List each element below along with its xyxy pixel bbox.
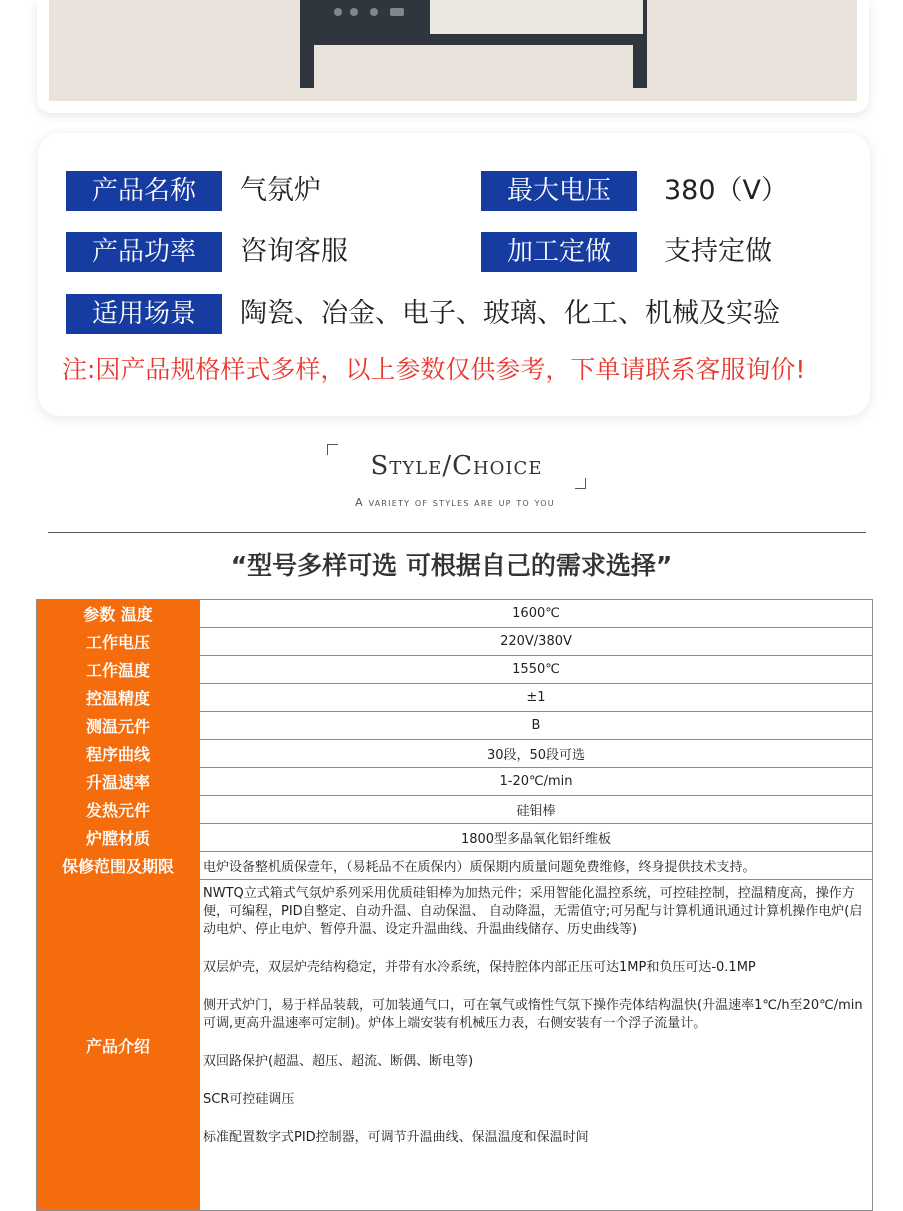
label-custom-made: 加工定做 xyxy=(481,232,637,272)
label-max-voltage: 最大电压 xyxy=(481,171,637,211)
intro-paragraph: 侧开式炉门，易于样品装载，可加装通气口，可在氧气或惰性气氛下操作壳体结构温快(升温速率1℃/h至20℃/min可调,更高升温速率可定制)。炉体上端安装有机械压力表，右侧安装有一个浮子流量计。 xyxy=(203,998,863,1031)
table-row xyxy=(37,852,873,880)
spec-key: 工作电压 xyxy=(37,628,200,656)
style-choice-subtitle: A variety of styles are up to you xyxy=(355,496,555,509)
spec-value: B xyxy=(200,712,873,740)
label-application: 适用场景 xyxy=(66,294,222,334)
table-row xyxy=(37,796,873,824)
knob-icon xyxy=(334,8,342,16)
section-heading: “型号多样可选 可根据自己的需求选择” xyxy=(230,551,673,580)
product-intro xyxy=(200,880,873,1211)
furnace-leg-right xyxy=(633,38,647,88)
spec-value: 30段，50段可选 xyxy=(200,740,873,768)
intro-paragraph: SCR可控硅调压 xyxy=(203,1092,295,1107)
table-row xyxy=(37,740,873,768)
divider xyxy=(48,532,866,533)
furnace-illustration xyxy=(300,0,647,88)
value-max-voltage: 380（V） xyxy=(664,175,789,206)
table-row xyxy=(37,628,873,656)
table-row xyxy=(37,656,873,684)
spec-key: 测温元件 xyxy=(37,712,200,740)
spec-value: 电炉设备整机质保壹年，（易耗品不在质保内）质保期内质量问题免费维修，终身提供技术支持。 xyxy=(200,852,873,880)
spec-key: 程序曲线 xyxy=(37,740,200,768)
label-product-power: 产品功率 xyxy=(66,232,222,272)
spec-value: ±1 xyxy=(200,684,873,712)
style-choice-title: Style/Choice xyxy=(370,451,543,481)
spec-value: 220V/380V xyxy=(200,628,873,656)
spec-key: 参数 温度 xyxy=(37,600,200,628)
spec-key: 工作温度 xyxy=(37,656,200,684)
intro-paragraph: 双层炉壳，双层炉壳结构稳定，并带有水冷系统，保持腔体内部正压可达1MP和负压可达-0.1MP xyxy=(203,960,756,975)
spec-key: 升温速率 xyxy=(37,768,200,796)
table-row xyxy=(37,684,873,712)
knob-icon xyxy=(350,8,358,16)
table-row xyxy=(37,712,873,740)
label-product-name: 产品名称 xyxy=(66,171,222,211)
top-band xyxy=(0,0,903,120)
switch-icon xyxy=(390,8,404,16)
table-row xyxy=(37,880,873,1211)
furnace-leg-left xyxy=(300,38,314,88)
intro-paragraph: NWTQ立式箱式气氛炉系列采用优质硅钼棒为加热元件；采用智能化温控系统，可控硅控制，控温精度高，操作方便，可编程，PID自整定、自动升温、自动保温、 自动降温，无需值守;可另配与计算机通讯通过计算机操作电炉(启动电炉、停止电炉、暂停升温、设定升温曲线、升温曲线储存、历史曲线等) xyxy=(203,886,863,937)
table-row xyxy=(37,768,873,796)
spec-key: 控温精度 xyxy=(37,684,200,712)
spec-value: 1-20℃/min xyxy=(200,768,873,796)
spec-key: 保修范围及期限 xyxy=(37,852,200,880)
title-corner-bracket xyxy=(575,478,586,489)
spec-key: 发热元件 xyxy=(37,796,200,824)
spec-key: 产品介绍 xyxy=(37,880,200,1211)
spec-value: 1600℃ xyxy=(200,600,873,628)
furnace-base-bar xyxy=(300,38,647,45)
table-row xyxy=(37,824,873,852)
product-info-card xyxy=(38,133,870,416)
spec-table xyxy=(36,599,873,1211)
spec-value: 1800型多晶氧化铝纤维板 xyxy=(200,824,873,852)
value-custom-made: 支持定做 xyxy=(664,236,772,267)
value-product-power: 咨询客服 xyxy=(240,236,348,267)
value-application: 陶瓷、冶金、电子、玻璃、化工、机械及实验 xyxy=(240,298,780,329)
intro-paragraph: 双回路保护(超温、超压、超流、断偶、断电等) xyxy=(203,1054,474,1069)
product-photo xyxy=(37,0,869,113)
knob-icon xyxy=(370,8,378,16)
furnace-door-panel xyxy=(430,0,643,34)
spec-value: 1550℃ xyxy=(200,656,873,684)
spec-key: 炉膛材质 xyxy=(37,824,200,852)
value-product-name: 气氛炉 xyxy=(240,175,321,206)
spec-value: 硅钼棒 xyxy=(200,796,873,824)
intro-paragraph: 标准配置数字式PID控制器，可调节升温曲线、保温温度和保温时间 xyxy=(203,1130,589,1145)
price-note: 注:因产品规格样式多样，以上参数仅供参考，下单请联系客服询价! xyxy=(62,355,806,384)
table-row xyxy=(37,600,873,628)
